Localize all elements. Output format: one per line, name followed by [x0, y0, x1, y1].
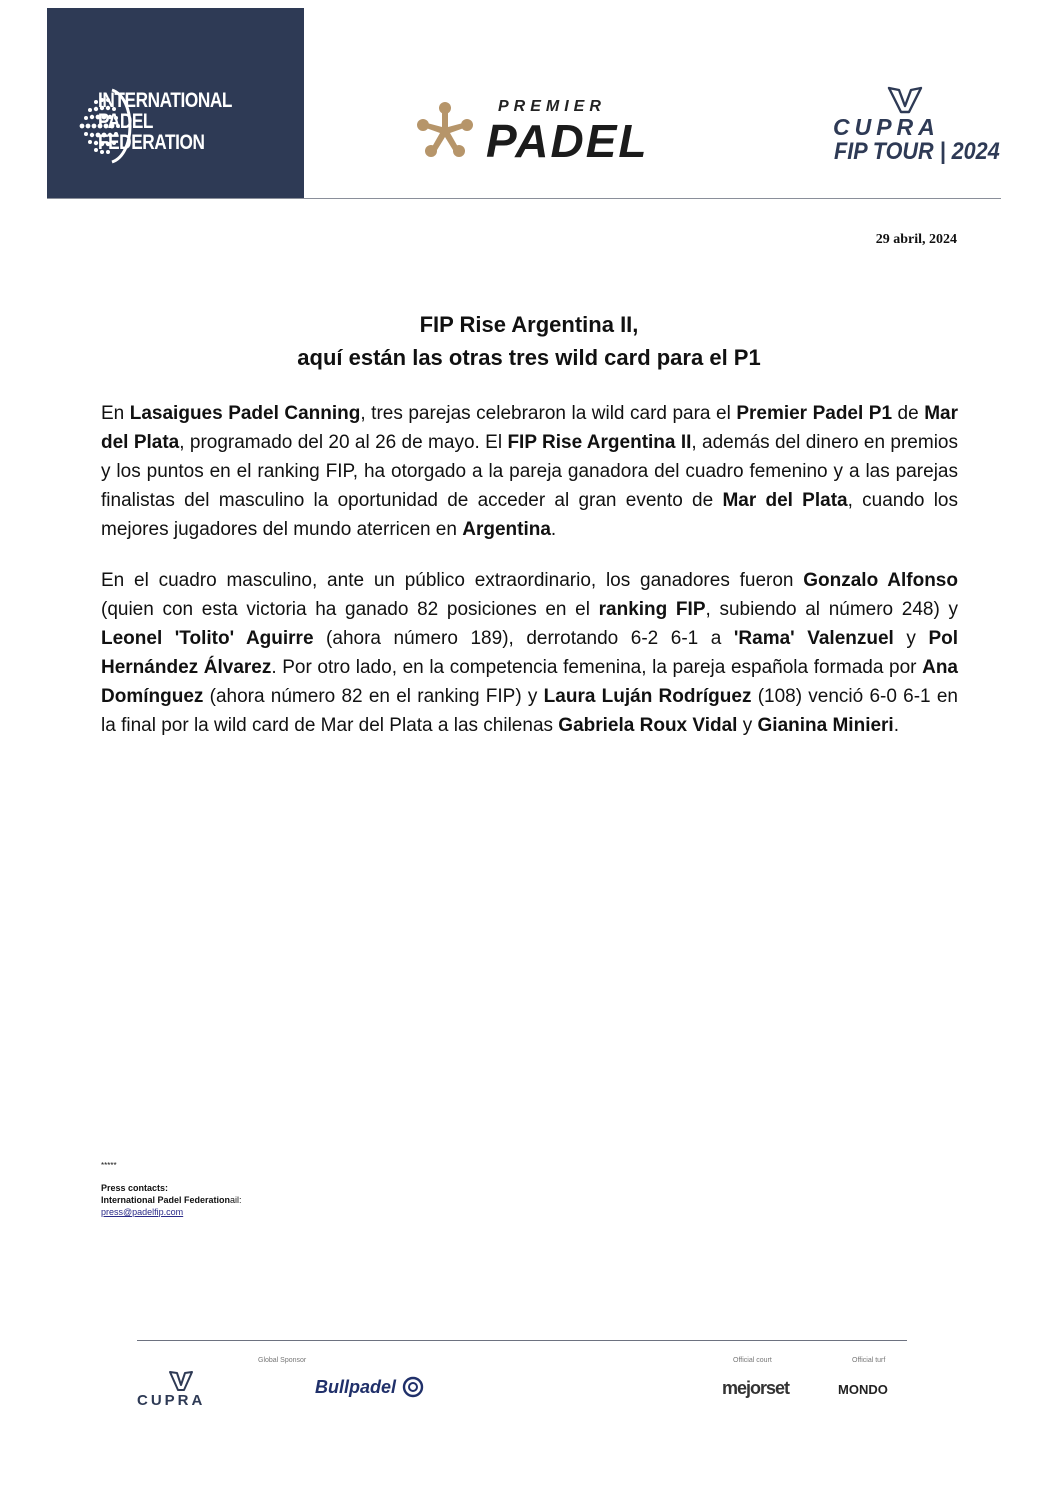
ipf-line-2: PADEL [98, 110, 154, 133]
text-run: y [893, 628, 929, 649]
official-court-label: Official court [733, 1357, 772, 1364]
cupra-logo-icon [887, 86, 923, 114]
bullpadel-emblem-icon [401, 1376, 425, 1398]
text-run: En [101, 403, 130, 424]
text-run: , programado del 20 al 26 de mayo. El [179, 432, 508, 453]
text-run: . [550, 519, 557, 540]
press-email-link[interactable]: press@padelfip.com [101, 1207, 184, 1217]
bold-run: Leonel 'Tolito' Aguirre [101, 628, 314, 649]
bold-run: Lasaigues Padel Canning [129, 403, 361, 424]
contacts-heading: Press contacts: [101, 1183, 169, 1193]
text-run: En el cuadro masculino, ante un público extraordinario, los ganadores fueron [101, 570, 804, 591]
text-run: , subiendo al número 248) y [705, 599, 958, 620]
text-run: , además del dinero en premios y los puntos en el ranking FIP, ha otorgado a la pareja ganadora del cuadro femenino y a las parejas finalistas del masculino la oportunidad de acceder al gran evento de [101, 432, 958, 511]
text-run: (ahora número 189), derrotando 6-2 6-1 a [313, 628, 734, 649]
global-sponsor-label: Global Sponsor [258, 1357, 307, 1364]
bold-run: Pol Hernández Álvarez [101, 628, 958, 678]
header-divider [47, 198, 1001, 199]
bold-run: Premier Padel P1 [736, 403, 893, 424]
bold-run: Mar del Plata [101, 403, 958, 453]
separator-stars: ***** [101, 1161, 117, 1170]
page-title [0, 308, 1058, 374]
text-run: (quien con esta victoria ha ganado 82 posiciones en el [101, 599, 599, 620]
bold-run: FIP Rise Argentina II [507, 432, 692, 453]
cupra-footer-wordmark: CUPRA [137, 1392, 206, 1409]
bold-run: Laura Luján Rodríguez [543, 686, 752, 707]
padel-label: PADEL [486, 115, 649, 167]
cupra-footer-icon [168, 1370, 194, 1392]
text-run: y [737, 715, 758, 736]
official-turf-label: Official turf [852, 1357, 886, 1364]
bold-run: Gonzalo Alfonso [803, 570, 958, 591]
cupra-wordmark: CUPRA [833, 114, 940, 140]
premier-label: PREMIER [498, 98, 606, 115]
paragraph-1 [101, 399, 958, 544]
contacts-org: International Padel Federation [101, 1195, 231, 1205]
press-contacts [101, 1160, 242, 1218]
bullpadel-wordmark: Bullpadel [315, 1377, 397, 1397]
text-run: . Por otro lado, en la competencia femenina, la pareja española formada por [271, 657, 923, 678]
bold-run: 'Rama' Valenzuel [733, 628, 894, 649]
paragraph-2 [101, 566, 958, 740]
bold-run: Gianina Minieri [757, 715, 894, 736]
bold-run: Mar del Plata [722, 490, 848, 511]
text-run: , cuando los mejores jugadores del mundo aterricen en [101, 490, 958, 540]
title-line-2: aquí están las otras tres wild card para el P1 [297, 345, 761, 370]
mondo-logo: MONDO [838, 1382, 888, 1397]
document-date: 29 abril, 2024 [875, 232, 957, 247]
bold-run: Ana Domínguez [101, 657, 958, 707]
contacts-org-suffix: ail: [230, 1195, 242, 1205]
ipf-wordmark [98, 90, 261, 153]
bold-run: Argentina [462, 519, 551, 540]
text-run: de [892, 403, 925, 424]
text-run: (ahora número 82 en el ranking FIP) y [203, 686, 544, 707]
text-run: . [893, 715, 899, 736]
fip-tour-label: FIP TOUR | 2024 [834, 138, 1000, 165]
bold-run: ranking FIP [598, 599, 706, 620]
ipf-line-3: FEDERATION [98, 131, 205, 154]
mejorset-logo: mejorset [722, 1378, 790, 1398]
bold-run: Gabriela Roux Vidal [558, 715, 738, 736]
text-run: (108) venció 6-0 6-1 en la final por la wild card de Mar del Plata a las chilenas [101, 686, 958, 736]
title-line-1: FIP Rise Argentina II, [419, 312, 639, 337]
footer-divider [137, 1340, 907, 1341]
text-run: , tres parejas celebraron la wild card para el [360, 403, 737, 424]
premier-padel-star-icon [413, 98, 477, 162]
ipf-line-1: INTERNATIONAL [98, 89, 233, 112]
bullpadel-logo [315, 1376, 425, 1398]
